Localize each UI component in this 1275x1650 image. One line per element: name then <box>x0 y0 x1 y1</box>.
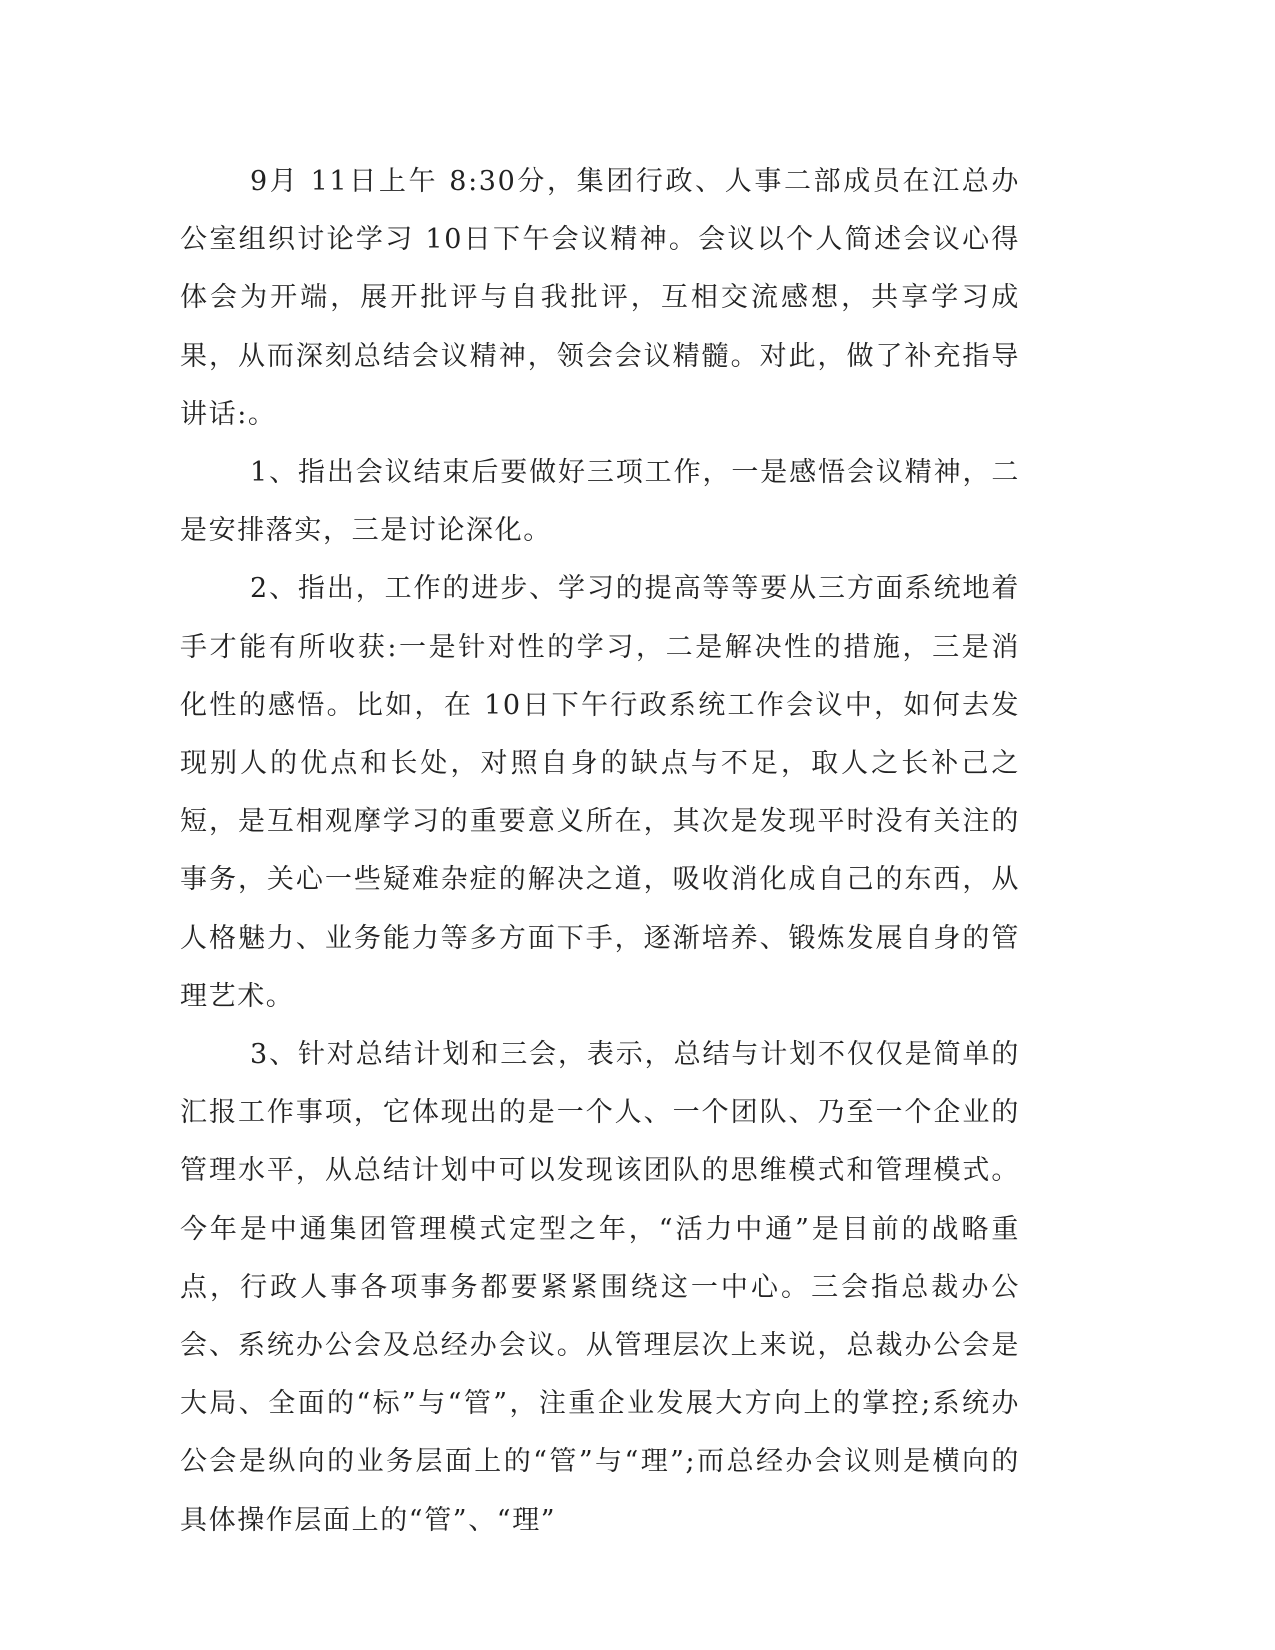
paragraph-intro: 9月 11日上午 8:30分，集团行政、人事二部成员在江总办公室组织讨论学习 10日下午会议精神。会议以个人简述会议心得体会为开端，展开批评与自我批评，互相交流感想，共享学习成果，从而深刻总结会议精神，领会会议精髓。对此，做了补充指导讲话:。 <box>180 166 1020 430</box>
paragraph-point-1: 1、指出会议结束后要做好三项工作，一是感悟会议精神，二是安排落实，三是讨论深化。 <box>180 457 1020 547</box>
paragraph-point-3: 3、针对总结计划和三会，表示，总结与计划不仅仅是简单的汇报工作事项，它体现出的是一个人、一个团队、乃至一个企业的管理水平，从总结计划中可以发现该团队的思维模式和管理模式。今年是中通集团管理模式定型之年，“活力中通”是目前的战略重点，行政人事各项事务都要紧紧围绕这一中心。三会指总裁办公会、系统办公会及总经办会议。从管理层次上来说，总裁办公会是大局、全面的“标”与“管”，注重企业发展大方向上的掌控;系统办公会是纵向的业务层面上的“管”与“理”;而总经办会议则是横向的具体操作层面上的“管”、“理” <box>180 1039 1020 1536</box>
document-body <box>180 153 1020 1550</box>
paragraph-point-2: 2、指出，工作的进步、学习的提高等等要从三方面系统地着手才能有所收获:一是针对性的学习，二是解决性的措施，三是消化性的感悟。比如，在 10日下午行政系统工作会议中，如何去发现别人的优点和长处，对照自身的缺点与不足，取人之长补己之短，是互相观摩学习的重要意义所在，其次是发现平时没有关注的事务，关心一些疑难杂症的解决之道，吸收消化成自己的东西，从人格魅力、业务能力等多方面下手，逐渐培养、锻炼发展自身的管理艺术。 <box>180 573 1020 1012</box>
